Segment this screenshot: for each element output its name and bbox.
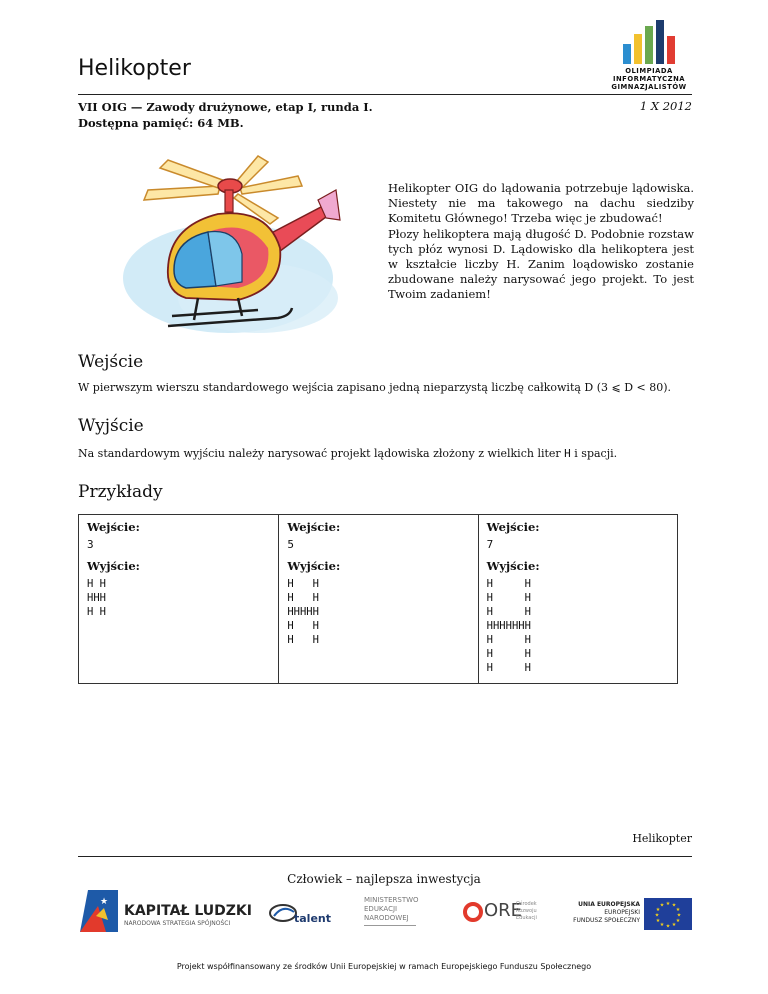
input-heading: Wejście	[78, 352, 144, 372]
ministry-line: MINISTERSTWO	[364, 896, 419, 904]
examples-table	[78, 514, 678, 684]
ore-logo-icon	[462, 901, 484, 923]
svg-text:★: ★	[659, 902, 665, 909]
logo-bar	[667, 36, 675, 64]
example-input: 3	[87, 538, 94, 551]
contest-meta	[78, 99, 373, 131]
example-column	[79, 515, 278, 683]
ministry-logo	[364, 896, 419, 926]
input-label: Wejście:	[287, 520, 341, 534]
contest-line: VII OIG — Zawody drużynowe, etap I, runda I.	[78, 100, 373, 114]
running-title: Helikopter	[632, 832, 692, 845]
example-input: 7	[486, 538, 494, 551]
examples-heading: Przykłady	[78, 482, 163, 502]
example-output: H H H H H H HHHHHHH H H H H H H	[486, 578, 531, 674]
svg-text:★: ★	[100, 897, 109, 907]
svg-text:★: ★	[659, 922, 665, 928]
svg-text:★: ★	[671, 902, 677, 909]
memory-line: Dostępna pamięć: 64 MB.	[78, 116, 244, 130]
eu-text	[566, 901, 640, 925]
talent-logo-text: talent	[294, 912, 332, 925]
svg-text:★: ★	[675, 907, 681, 913]
input-label: Wejście:	[87, 520, 140, 534]
oig-logo-bars	[604, 20, 694, 64]
ore-line: Ośrodek	[516, 901, 537, 907]
logo-line: INFORMATYCZNA	[612, 75, 686, 83]
ministry-line: EDUKACJI	[364, 905, 398, 913]
header-rule	[78, 94, 692, 95]
ore-logo-subtitle	[516, 901, 537, 922]
example-column	[478, 515, 677, 683]
example-output: H H HHH H H	[87, 578, 106, 618]
ministry-line: NARODOWEJ	[364, 914, 409, 922]
logo-line: GIMNAZJALISTÓW	[611, 83, 687, 91]
ore-line: Edukacji	[516, 915, 537, 921]
logo-bar	[645, 26, 653, 64]
eu-line: EUROPEJSKI	[604, 909, 640, 916]
input-description: W pierwszym wierszu standardowego wejścia zapisano jedną nieparzystą liczbę całkowitą D (3 ⩽ D < 80).	[78, 381, 672, 394]
svg-text:★: ★	[655, 918, 661, 924]
output-description	[78, 446, 617, 461]
example-column	[278, 515, 477, 683]
helicopter-illustration	[108, 148, 358, 343]
intro-paragraph: Helikopter OIG do lądowania potrzebuje lądowiska. Niestety nie ma takowego na dachu siedziby Komitetu Głównego! Trzeba więc je zbudować!	[388, 181, 694, 226]
footer-rule	[78, 856, 692, 857]
page-title: Helikopter	[78, 56, 191, 81]
svg-text:★: ★	[671, 922, 677, 928]
input-label: Wejście:	[486, 520, 540, 534]
logo-bar	[656, 20, 664, 64]
funding-note: Projekt współfinansowany ze środków Unii Europejskiej w ramach Europejskiego Funduszu Społecznego	[176, 962, 592, 971]
output-label: Wyjście:	[87, 559, 140, 573]
contest-date: 1 X 2012	[639, 99, 692, 113]
output-text: i spacji.	[570, 447, 618, 460]
intro-paragraph: Płozy helikoptera mają długość D. Podobnie rozstaw tych płóz wynosi D. Lądowisko dla helikoptera jest w kształcie liczby H. Zanim loądowisko zostanie zbudowane należy narysować jego projekt. To jest Twoim zadaniem!	[388, 226, 694, 302]
logo-bar	[634, 34, 642, 64]
kapital-ludzki-title: KAPITAŁ LUDZKI	[124, 903, 252, 919]
kapital-ludzki-subtitle: NARODOWA STRATEGIA SPÓJNOŚCI	[124, 920, 231, 927]
example-input: 5	[287, 538, 294, 551]
output-text: Na standardowym wyjściu należy narysować projekt lądowiska złożony z wielkich liter	[78, 447, 565, 460]
svg-text:★: ★	[654, 912, 660, 919]
output-label: Wyjście:	[486, 559, 540, 573]
slogan: Człowiek – najlepsza inwestycja	[287, 872, 481, 886]
output-heading: Wyjście	[78, 416, 144, 436]
logo-line: OLIMPIADA	[625, 67, 673, 75]
ore-line: Rozwoju	[516, 908, 537, 914]
ore-logo-text: ORE	[484, 900, 523, 921]
output-label: Wyjście:	[287, 559, 341, 573]
svg-text:★: ★	[676, 912, 682, 919]
intro-text	[388, 181, 694, 303]
output-letter: H	[564, 447, 571, 460]
eu-title: UNIA EUROPEJSKA	[578, 901, 640, 908]
svg-text:★: ★	[665, 901, 671, 907]
example-output: H H H H HHHHH H H H H	[287, 578, 319, 646]
kapital-ludzki-logo-icon	[78, 886, 120, 936]
svg-text:★: ★	[665, 923, 671, 930]
logo-bar	[623, 44, 631, 64]
svg-text:★: ★	[655, 907, 661, 913]
eu-line: FUNDUSZ SPOŁECZNY	[573, 917, 640, 924]
oig-logo	[604, 20, 694, 91]
eu-flag-icon	[644, 898, 692, 930]
svg-text:★: ★	[675, 918, 681, 924]
